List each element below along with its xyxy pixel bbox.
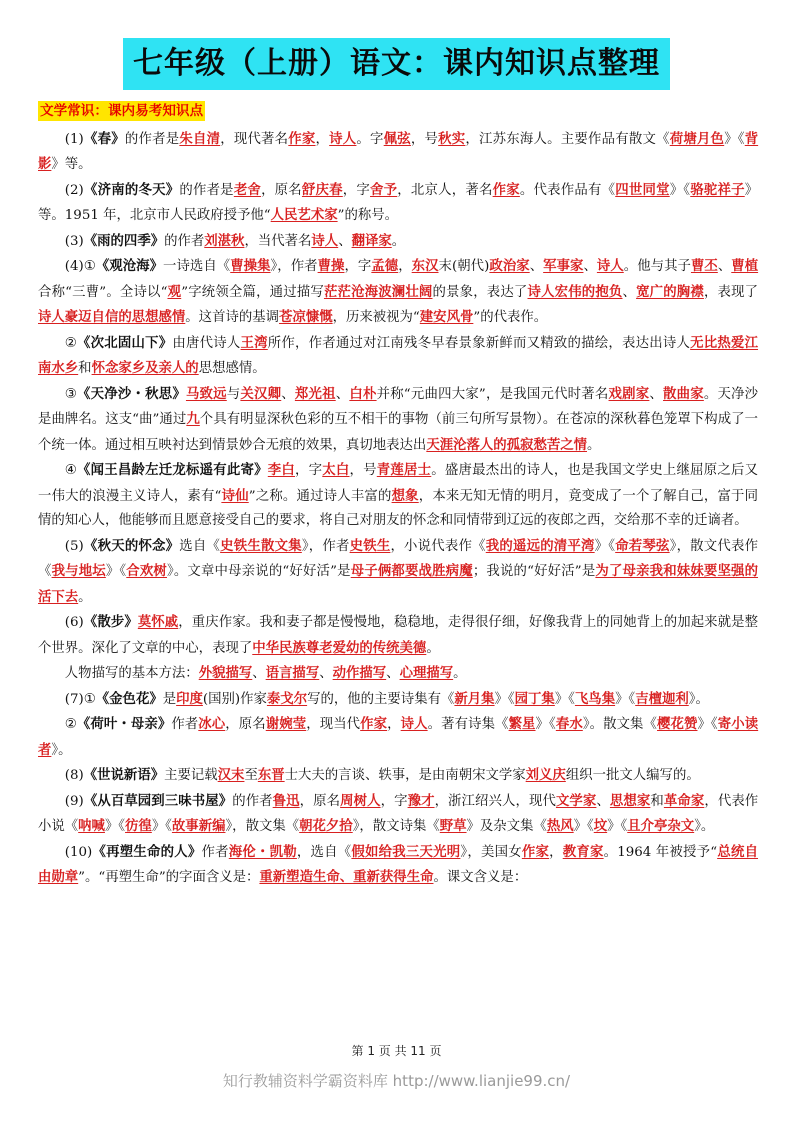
- keyword-highlight: 老舍: [233, 181, 262, 198]
- text-run: 、: [649, 386, 663, 402]
- work-title: 《金色花》: [95, 690, 163, 707]
- keyword-highlight: 荷塘月色: [669, 130, 725, 147]
- text-run: 》，作者: [270, 259, 318, 274]
- text-run: 的景象，表达了: [432, 284, 528, 300]
- text-run: 由唐代诗人: [172, 335, 241, 351]
- work-title: 《春》: [83, 130, 125, 147]
- keyword-highlight: 周树人: [340, 792, 381, 809]
- keyword-highlight: 背影: [38, 130, 759, 172]
- text-run: 士大夫的言谈、轶事，是由南朝宋文学家: [284, 768, 526, 783]
- text-run: 。课文含义是：: [433, 870, 528, 885]
- text-run: ，字: [295, 463, 323, 478]
- keyword-highlight: 朱自清: [179, 130, 221, 147]
- keyword-highlight: 彷徨: [125, 818, 152, 834]
- text-run: 至: [244, 768, 258, 783]
- keyword-highlight: 军事家: [543, 258, 584, 274]
- paragraph: [38, 789, 758, 840]
- text-run: 。字: [356, 131, 384, 147]
- text-run: (1): [64, 131, 84, 147]
- keyword-highlight: 呐喊: [78, 818, 105, 834]
- keyword-highlight: 中华民族尊老爱幼的传统美德: [252, 639, 427, 656]
- text-run: 。: [78, 589, 92, 605]
- keyword-highlight: 四世同堂: [615, 181, 670, 198]
- text-run: ③: [64, 386, 78, 402]
- paragraph: [38, 178, 758, 229]
- text-run: ，号: [410, 131, 439, 147]
- text-run: ”。“再塑生命”的字面含义是：: [78, 870, 260, 885]
- keyword-highlight: 命若琴弦: [615, 537, 670, 554]
- keyword-highlight: 史铁生散文集: [220, 537, 302, 554]
- keyword-highlight: 总统自由勋章: [38, 843, 759, 885]
- keyword-highlight: 东汉: [411, 258, 439, 274]
- keyword-highlight: 无比热爱江南水乡: [38, 334, 759, 376]
- title-container: [0, 38, 793, 90]
- text-run: 。1964 年被授予“: [603, 844, 718, 860]
- paragraph: [38, 229, 758, 255]
- text-run: 。: [587, 437, 601, 453]
- paragraph: [38, 840, 758, 891]
- text-run: 》《: [494, 691, 515, 707]
- keyword-highlight: 作家: [360, 716, 388, 732]
- keyword-highlight: 史铁生: [349, 537, 391, 554]
- keyword-highlight: 语言描写: [265, 665, 320, 681]
- text-run: 所作，作者通过对江南残冬早春景象新鲜而又精致的描绘，表达出诗人: [267, 335, 691, 351]
- keyword-highlight: 朝花夕拾: [299, 818, 353, 834]
- keyword-highlight: 吉檀迦利: [635, 690, 689, 707]
- text-run: 、: [338, 233, 352, 249]
- text-run: 》，作者: [301, 538, 350, 554]
- text-run: ，本来无知无情的明月，竟变成了一个了解自己，富于同情的知心人，他能够而且愿意接受自己的要求，将自己对朋友的怀念和同情带到辽远的夜郎之西，交给那不幸的迁谪者。: [38, 488, 759, 528]
- keyword-highlight: 诗人: [329, 130, 357, 147]
- keyword-highlight: 关汉卿: [240, 385, 282, 402]
- text-run: ，选自《: [296, 844, 352, 860]
- text-run: 。: [391, 233, 406, 249]
- keyword-highlight: 革命家: [663, 792, 705, 809]
- text-run: ，现代著名: [220, 131, 289, 147]
- text-run: 作者: [171, 717, 199, 732]
- text-run: 》。文章中母亲说的“好好活”是: [166, 564, 351, 579]
- text-run: ，历来被视为“: [332, 310, 420, 325]
- text-run: 。代表作品有《: [519, 182, 616, 198]
- keyword-highlight: 茫茫沧海波澜壮阔: [323, 283, 433, 300]
- text-run: ，代表作小说《: [38, 793, 759, 834]
- keyword-highlight: 刘湛秋: [204, 232, 245, 249]
- keyword-highlight: 王湾: [240, 334, 268, 351]
- text-run: 的作者是: [124, 131, 180, 147]
- text-run: ”字统领全篇，通过描写: [181, 284, 324, 300]
- text-run: 。这首诗的基调: [185, 310, 280, 325]
- paragraph: [38, 712, 758, 763]
- work-title: 《秋天的怀念》: [83, 537, 180, 554]
- keyword-highlight: 汉末: [217, 767, 245, 783]
- text-run: 》《: [554, 691, 575, 707]
- keyword-highlight: 观: [167, 283, 182, 300]
- text-run: 》，散文集《: [225, 819, 300, 834]
- keyword-highlight: 青莲居士: [376, 462, 432, 478]
- work-title: 《荷叶・母亲》: [76, 716, 172, 732]
- work-title: 《次北固山下》: [77, 334, 173, 351]
- text-run: 》，散文诗集《: [352, 819, 440, 834]
- text-run: (5): [64, 538, 84, 554]
- text-run: ，江苏东海人。主要作品有散文《: [465, 131, 670, 147]
- text-run: 、: [622, 284, 637, 300]
- text-run: 的作者: [232, 793, 273, 809]
- keyword-highlight: 诗人: [311, 232, 339, 249]
- text-run: ，: [398, 259, 412, 274]
- keyword-highlight: 刘义庆: [525, 767, 566, 783]
- text-run: ，原名: [261, 182, 302, 198]
- page-number: 第 1 页 共 11 页: [351, 1044, 442, 1058]
- keyword-highlight: 苍凉慷慨: [279, 309, 333, 325]
- work-title: 《济南的冬天》: [83, 181, 180, 198]
- text-run: 》《: [535, 717, 556, 732]
- text-run: ②: [64, 717, 77, 732]
- keyword-highlight: 泰戈尔: [266, 690, 308, 707]
- keyword-highlight: 秋实: [438, 130, 466, 147]
- keyword-highlight: 翻译家: [351, 232, 392, 249]
- paragraph-list: [38, 127, 758, 891]
- text-run: ，号: [349, 463, 377, 478]
- text-run: ，字: [380, 793, 408, 809]
- paragraph: [38, 458, 758, 534]
- text-run: 。天净沙是曲牌名。这支“曲”通过: [38, 386, 759, 427]
- text-run: ②: [64, 335, 78, 351]
- text-run: (10): [64, 844, 93, 860]
- text-run: 》《: [594, 538, 616, 554]
- keyword-highlight: 怀念家乡及亲人的: [91, 360, 199, 376]
- keyword-highlight: 舍予: [370, 181, 398, 198]
- work-title: 《从百草园到三味书屋》: [83, 792, 233, 809]
- keyword-highlight: 母子俩都要战胜病魔: [350, 563, 473, 579]
- paragraph: [38, 687, 758, 713]
- text-run: ，现当代: [306, 717, 361, 732]
- text-run: 是: [162, 691, 177, 707]
- text-run: ，浙江绍兴人，现代: [434, 793, 556, 809]
- keyword-highlight: 作家: [492, 181, 520, 198]
- work-title: 《闻王昌龄左迁龙标遥有此寄》: [77, 462, 268, 478]
- text-run: 、: [281, 386, 295, 402]
- document-body: [38, 100, 758, 891]
- paragraph: [38, 610, 758, 661]
- text-run: (4)①: [64, 259, 96, 274]
- text-run: 写的，他的主要诗集有《: [307, 691, 455, 707]
- text-run: 》《: [724, 131, 745, 147]
- text-run: 。盛唐最杰出的诗人，也是我国文学史上继屈原之后又一伟大的浪漫主义诗人，素有“: [38, 463, 759, 504]
- text-run: (9): [64, 793, 84, 809]
- text-run: (8): [64, 768, 84, 783]
- keyword-highlight: 白朴: [349, 385, 377, 402]
- text-run: ，: [315, 131, 330, 147]
- text-run: 》《: [697, 717, 718, 732]
- keyword-highlight: 寄小读者: [38, 716, 759, 758]
- keyword-highlight: 飞鸟集: [574, 690, 616, 707]
- keyword-highlight: 海伦・凯勒: [228, 843, 297, 860]
- text-run: 个具有明显深秋色彩的互不相干的事物（前三句所写景物）。在苍凉的深秋暮色笼罩下构成了一个统一体。通过相互映衬达到情景妙合无痕的效果，真切地表达出: [38, 412, 759, 453]
- text-run: (2): [64, 182, 84, 198]
- keyword-highlight: 九: [186, 411, 200, 427]
- keyword-highlight: 新月集: [454, 690, 495, 707]
- work-title: 《世说新语》: [83, 767, 165, 783]
- paragraph: [38, 534, 758, 611]
- text-run: ，字: [344, 259, 372, 274]
- keyword-highlight: 我的遥远的清平湾: [485, 537, 595, 554]
- text-run: ④: [64, 463, 78, 478]
- text-run: 》，美国女: [460, 844, 522, 860]
- keyword-highlight: 外貌描写: [198, 665, 253, 681]
- keyword-highlight: 我与地坛: [51, 563, 106, 579]
- paragraph: [38, 331, 758, 382]
- keyword-highlight: 春水: [555, 716, 583, 732]
- text-run: 、: [252, 666, 266, 681]
- text-run: 末(朝代): [438, 259, 490, 274]
- keyword-highlight: 作家: [521, 843, 550, 860]
- keyword-highlight: 政治家: [489, 258, 530, 274]
- text-run: 、: [386, 666, 400, 681]
- keyword-highlight: 天涯沦落人的孤寂愁苦之情: [426, 436, 588, 453]
- text-run: 》《: [105, 564, 127, 579]
- text-run: 。: [453, 666, 467, 681]
- keyword-highlight: 故事新编: [171, 818, 226, 834]
- text-run: 。著有诗集《: [427, 717, 509, 732]
- keyword-highlight: 马致远: [185, 385, 227, 402]
- text-run: 》等。1951 年，北京市人民政府授予他“: [38, 182, 759, 223]
- keyword-highlight: 坟: [593, 818, 608, 834]
- text-run: 与: [226, 386, 241, 402]
- paragraph: [38, 382, 758, 459]
- text-run: (6): [64, 615, 84, 630]
- text-run: 》《: [151, 819, 172, 834]
- keyword-highlight: 谢婉莹: [265, 716, 307, 732]
- keyword-highlight: 冰心: [198, 716, 226, 732]
- text-run: 的作者: [164, 233, 205, 249]
- text-run: 合称“三曹”。全诗以“: [38, 284, 168, 300]
- keyword-highlight: 诗人豪迈自信的思想感情: [38, 309, 186, 325]
- text-run: 、: [596, 793, 610, 809]
- keyword-highlight: 诗人宏伟的抱负: [527, 283, 623, 300]
- text-run: 、: [335, 386, 350, 402]
- keyword-highlight: 热风: [546, 818, 574, 834]
- text-run: 》等。: [51, 157, 92, 172]
- work-title: 《天净沙・秋思》: [77, 385, 186, 402]
- text-run: 和: [650, 793, 664, 809]
- keyword-highlight: 人民艺术家: [270, 207, 338, 223]
- text-run: 人物描写的基本方法：: [64, 666, 199, 681]
- keyword-highlight: 散曲家: [663, 385, 704, 402]
- text-run: 。他与其子: [623, 259, 691, 274]
- text-run: ；我说的“好好活”是: [472, 564, 596, 579]
- keyword-highlight: 太白: [322, 462, 350, 478]
- text-run: ”之称。通过诗人丰富的: [248, 488, 392, 504]
- text-run: 》。: [688, 691, 709, 707]
- keyword-highlight: 合欢树: [126, 563, 167, 579]
- keyword-highlight: 园丁集: [514, 690, 555, 707]
- page-title: 七年级（上册）语文：课内知识点整理: [123, 38, 670, 90]
- keyword-highlight: 孟德: [371, 258, 399, 274]
- text-run: 》《: [669, 182, 691, 198]
- text-run: ”的代表作。: [473, 310, 548, 325]
- keyword-highlight: 印度: [176, 690, 203, 707]
- keyword-highlight: 莫怀戚: [137, 614, 179, 630]
- work-title: 《观沧海》: [95, 258, 164, 274]
- text-run: (3): [64, 233, 84, 249]
- text-run: 》，散文代表作《: [38, 538, 759, 579]
- keyword-highlight: 宽广的胸襟: [636, 283, 704, 300]
- keyword-highlight: 戏剧家: [608, 385, 650, 402]
- text-run: 组织一批文人编写的。: [565, 768, 700, 783]
- work-title: 《雨的四季》: [83, 232, 165, 249]
- keyword-highlight: 曹操集: [230, 258, 271, 274]
- keyword-highlight: 作家: [288, 130, 316, 147]
- paragraph: [38, 763, 758, 789]
- text-run: 》。散文集《: [582, 717, 658, 732]
- text-run: 主要记载: [164, 768, 218, 783]
- keyword-highlight: 诗仙: [221, 487, 249, 504]
- keyword-highlight: 郑光祖: [294, 385, 336, 402]
- section-heading-row: [38, 100, 758, 125]
- text-run: (国别)作家: [202, 691, 267, 707]
- text-run: 》及杂文集《: [466, 819, 547, 834]
- keyword-highlight: 思想家: [609, 792, 651, 809]
- keyword-highlight: 文学家: [555, 792, 597, 809]
- text-run: ，重庆作家。我和妻子都是慢慢地，稳稳地，走得很仔细，好像我背上的同她背上的加起来就是整个世界。深化了文章的中心，表现了: [38, 615, 759, 656]
- text-run: 一诗选自《: [163, 259, 231, 274]
- keyword-highlight: 野草: [439, 818, 467, 834]
- keyword-highlight: 骆驼祥子: [690, 181, 745, 198]
- text-run: ”的称号。: [337, 208, 399, 223]
- keyword-highlight: 樱花赞: [657, 716, 698, 732]
- keyword-highlight: 教育家: [562, 843, 604, 860]
- keyword-highlight: 李白: [267, 462, 296, 478]
- keyword-highlight: 佩弦: [383, 130, 411, 147]
- paragraph: [38, 661, 758, 687]
- keyword-highlight: 重新塑造生命、重新获得生命: [259, 869, 434, 885]
- watermark-text: 知行教辅资料学霸资料库 http://www.lianjie99.cn/: [222, 1072, 571, 1090]
- text-run: 》。: [51, 742, 72, 758]
- text-run: 选自《: [179, 538, 221, 554]
- keyword-highlight: 曹丕: [690, 258, 718, 274]
- text-run: 作者: [201, 844, 229, 860]
- keyword-highlight: 诗人: [596, 258, 624, 274]
- text-run: ，表现了: [703, 284, 759, 300]
- text-run: 、: [717, 259, 732, 274]
- keyword-highlight: 诗人: [400, 716, 428, 732]
- keyword-highlight: 曹操: [317, 258, 345, 274]
- keyword-highlight: 假如给我三天光明: [351, 843, 461, 860]
- paragraph: [38, 127, 758, 178]
- text-run: ，: [387, 717, 401, 732]
- paragraph: [38, 254, 758, 331]
- work-title: 《散步》: [83, 614, 138, 630]
- text-run: ，北京人，著名: [397, 182, 493, 198]
- keyword-highlight: 舒庆春: [301, 181, 343, 198]
- text-run: ，字: [342, 182, 371, 198]
- text-run: 》《: [573, 819, 594, 834]
- text-run: ，小说代表作《: [390, 538, 486, 554]
- text-run: 思想感情。: [198, 361, 266, 376]
- text-run: 并称“元曲四大家”，是我国元代时著名: [376, 386, 609, 402]
- text-run: 》《: [607, 819, 628, 834]
- text-run: 》《: [104, 819, 126, 834]
- text-run: ，当代著名: [244, 233, 312, 249]
- text-run: ，: [549, 844, 563, 860]
- keyword-highlight: 繁星: [508, 716, 536, 732]
- text-run: ，原名: [225, 717, 266, 732]
- keyword-highlight: 曹植: [731, 258, 759, 274]
- text-run: 、: [583, 259, 597, 274]
- keyword-highlight: 鲁迅: [272, 792, 300, 809]
- keyword-highlight: 为了母亲我和妹妹要坚强的活下去: [38, 563, 759, 605]
- keyword-highlight: 建安风骨: [419, 309, 474, 325]
- text-run: 和: [78, 361, 92, 376]
- text-run: 、: [319, 666, 333, 681]
- text-run: 。: [426, 640, 440, 656]
- section-heading: 文学常识：课内易考知识点: [40, 103, 204, 119]
- text-run: ，原名: [299, 793, 341, 809]
- text-run: 、: [529, 259, 544, 274]
- keyword-highlight: 动作描写: [332, 665, 387, 681]
- keyword-highlight: 心理描写: [399, 665, 454, 681]
- keyword-highlight: 且介亭杂文: [627, 818, 695, 834]
- text-run: 》。: [694, 819, 715, 834]
- text-run: (7)①: [64, 691, 96, 707]
- text-run: 》《: [615, 691, 636, 707]
- keyword-highlight: 豫才: [407, 792, 435, 809]
- text-run: 的作者是: [179, 182, 234, 198]
- keyword-highlight: 东晋: [257, 767, 285, 783]
- keyword-highlight: 想象: [391, 487, 419, 504]
- work-title: 《再塑生命的人》: [92, 843, 202, 860]
